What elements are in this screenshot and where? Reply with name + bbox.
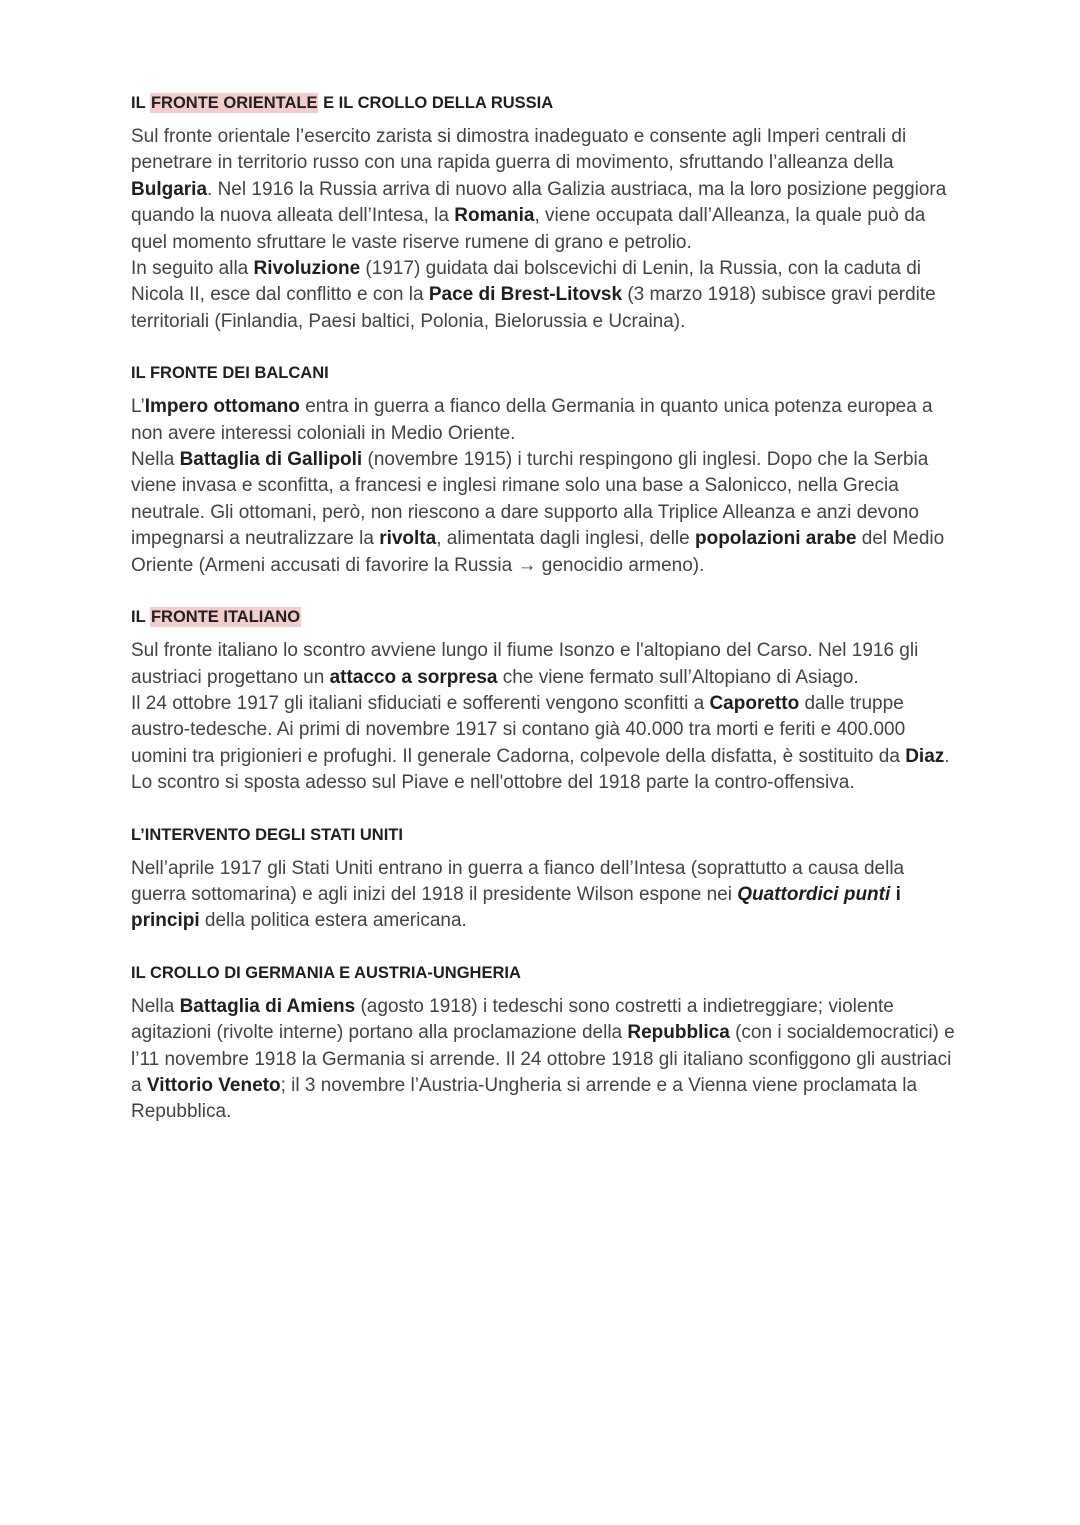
bold-term: Vittorio Veneto <box>146 1074 281 1096</box>
section-heading <box>131 960 961 986</box>
text-run: , viene occupata dall’Alleanza, la quale può da quel momento sfruttare le vaste riserve rumene di grano e petrolio. <box>131 205 926 253</box>
document-page <box>131 90 961 1151</box>
bold-term: Impero ottomano <box>144 396 300 418</box>
bold-term: Battaglia di Gallipoli <box>179 449 363 471</box>
section-heading <box>131 604 961 630</box>
heading-text-before: IL FRONTE DEI BALCANI <box>131 364 329 383</box>
section-fronte-italiano <box>131 604 961 796</box>
text-run: ; il 3 novembre l’Austria-Ungheria si arrende e a Vienna viene proclamata la Repubblica. <box>131 1074 918 1123</box>
text-run: che viene fermato sull’Altopiano di Asiago. <box>497 666 859 688</box>
text-run: (3 marzo 1918) subisce gravi perdite territoriali (Finlandia, Paesi baltici, Polonia, Bielorussia e Ucraina). <box>131 284 936 332</box>
paragraph <box>131 124 961 256</box>
heading-text-before: IL <box>131 94 150 112</box>
text-run: Sul fronte orientale l’esercito zarista si dimostra inadeguato e consente agli Imperi centrali di penetrare in territorio russo con una rapida guerra di movimento, sfruttando l’alleanza della <box>131 126 907 174</box>
text-run: dalle truppe austro-tedesche. Ai primi di novembre 1917 si contano già 40.000 tra morti e feriti e 400.000 uomini tra prigionieri e profughi. Il generale Cadorna, colpevole della disfatta, è sostituito da <box>131 692 906 767</box>
bold-term: popolazioni arabe <box>694 528 857 550</box>
heading-highlight: FRONTE ORIENTALE <box>150 94 318 112</box>
heading-text-before: L’INTERVENTO DEGLI STATI UNITI <box>131 825 403 844</box>
paragraph <box>131 394 961 447</box>
bold-term: Rivoluzione <box>253 258 361 280</box>
section-fronte-balcani <box>131 360 961 579</box>
text-run: . Lo scontro si sposta adesso sul Piave e nell'ottobre del 1918 parte la contro-offensiva. <box>131 745 950 794</box>
heading-text-before: IL <box>131 608 150 627</box>
bold-term: Diaz <box>905 745 945 767</box>
heading-text-before: IL CROLLO DI GERMANIA E AUSTRIA-UNGHERIA <box>131 963 521 982</box>
paragraph <box>131 638 961 691</box>
text-run: Nella <box>131 449 180 471</box>
bold-term: attacco a sorpresa <box>329 666 498 688</box>
text-run: (1917) guidata dai bolscevichi di Lenin, la Russia, con la caduta di Nicola II, esce dal conflitto e con la <box>131 258 921 306</box>
paragraph <box>131 856 961 935</box>
section-heading <box>131 90 961 116</box>
text-run: (con i socialdemocratici) e l’11 novembre 1918 la Germania si arrende. Il 24 ottobre 1918 gli italiano sconfiggono gli austriaci a <box>131 1022 955 1096</box>
text-run: Nell’aprile 1917 gli Stati Uniti entrano in guerra a fianco dell’Intesa (soprattutto a causa della guerra sottomarina) e agli inizi del 1918 il presidente Wilson espone nei <box>131 857 905 905</box>
bold-term: Battaglia di Amiens <box>179 995 356 1017</box>
bold-term: Bulgaria <box>131 178 208 200</box>
bold-term: Caporetto <box>709 692 800 714</box>
bold-term: Repubblica <box>627 1022 730 1044</box>
text-run: , alimentata dagli inglesi, delle <box>436 528 695 550</box>
text-run: del Medio Oriente (Armeni accusati di favorire la Russia → genocidio armeno). <box>131 528 945 576</box>
section-intervento-stati-uniti <box>131 822 961 935</box>
paragraph <box>131 447 961 579</box>
section-heading <box>131 360 961 386</box>
heading-highlight: FRONTE ITALIANO <box>150 608 301 627</box>
bold-term: rivolta <box>379 528 437 550</box>
text-run: L’ <box>131 396 145 418</box>
section-crollo-germania-austria <box>131 960 961 1126</box>
bold-italic-term: Quattordici punti <box>737 883 891 905</box>
text-run: Sul fronte italiano lo scontro avviene lungo il fiume Isonzo e l'altopiano del Carso. Nel 1916 gli austriaci progettano un <box>131 640 919 688</box>
heading-text-after: E IL CROLLO DELLA RUSSIA <box>318 94 554 112</box>
paragraph <box>131 691 961 797</box>
text-run: In seguito alla <box>131 258 254 280</box>
bold-term: Pace di Brest-Litovsk <box>428 284 623 306</box>
text-run: entra in guerra a fianco della Germania in quanto unica potenza europea a non avere interessi coloniali in Medio Oriente. <box>131 396 933 444</box>
bold-term: Romania <box>454 205 535 227</box>
paragraph <box>131 994 961 1126</box>
bold-term: i principi <box>131 883 901 932</box>
text-run: della politica estera americana. <box>199 910 467 932</box>
text-run: Nella <box>131 995 180 1017</box>
text-run: (agosto 1918) i tedeschi sono costretti a indietreggiare; violente agitazioni (rivolte interne) portano alla proclamazione della <box>131 995 894 1044</box>
section-heading <box>131 822 961 848</box>
text-run: . Nel 1916 la Russia arriva di nuovo alla Galizia austriaca, ma la loro posizione peggiora quando la nuova alleata dell’Intesa, la <box>131 178 947 227</box>
paragraph <box>131 256 961 335</box>
text-run: (novembre 1915) i turchi respingono gli inglesi. Dopo che la Serbia viene invasa e sconfitta, a francesi e inglesi rimane solo una base a Salonicco, nella Grecia neutrale. Gli ottomani, però, non riescono a dare supporto alla Triplice Alleanza e anzi devono impegnarsi a neutralizzare la <box>131 449 929 550</box>
section-fronte-orientale <box>131 90 961 335</box>
text-run: Il 24 ottobre 1917 gli italiani sfiduciati e sofferenti vengono sconfitti a <box>131 692 710 714</box>
